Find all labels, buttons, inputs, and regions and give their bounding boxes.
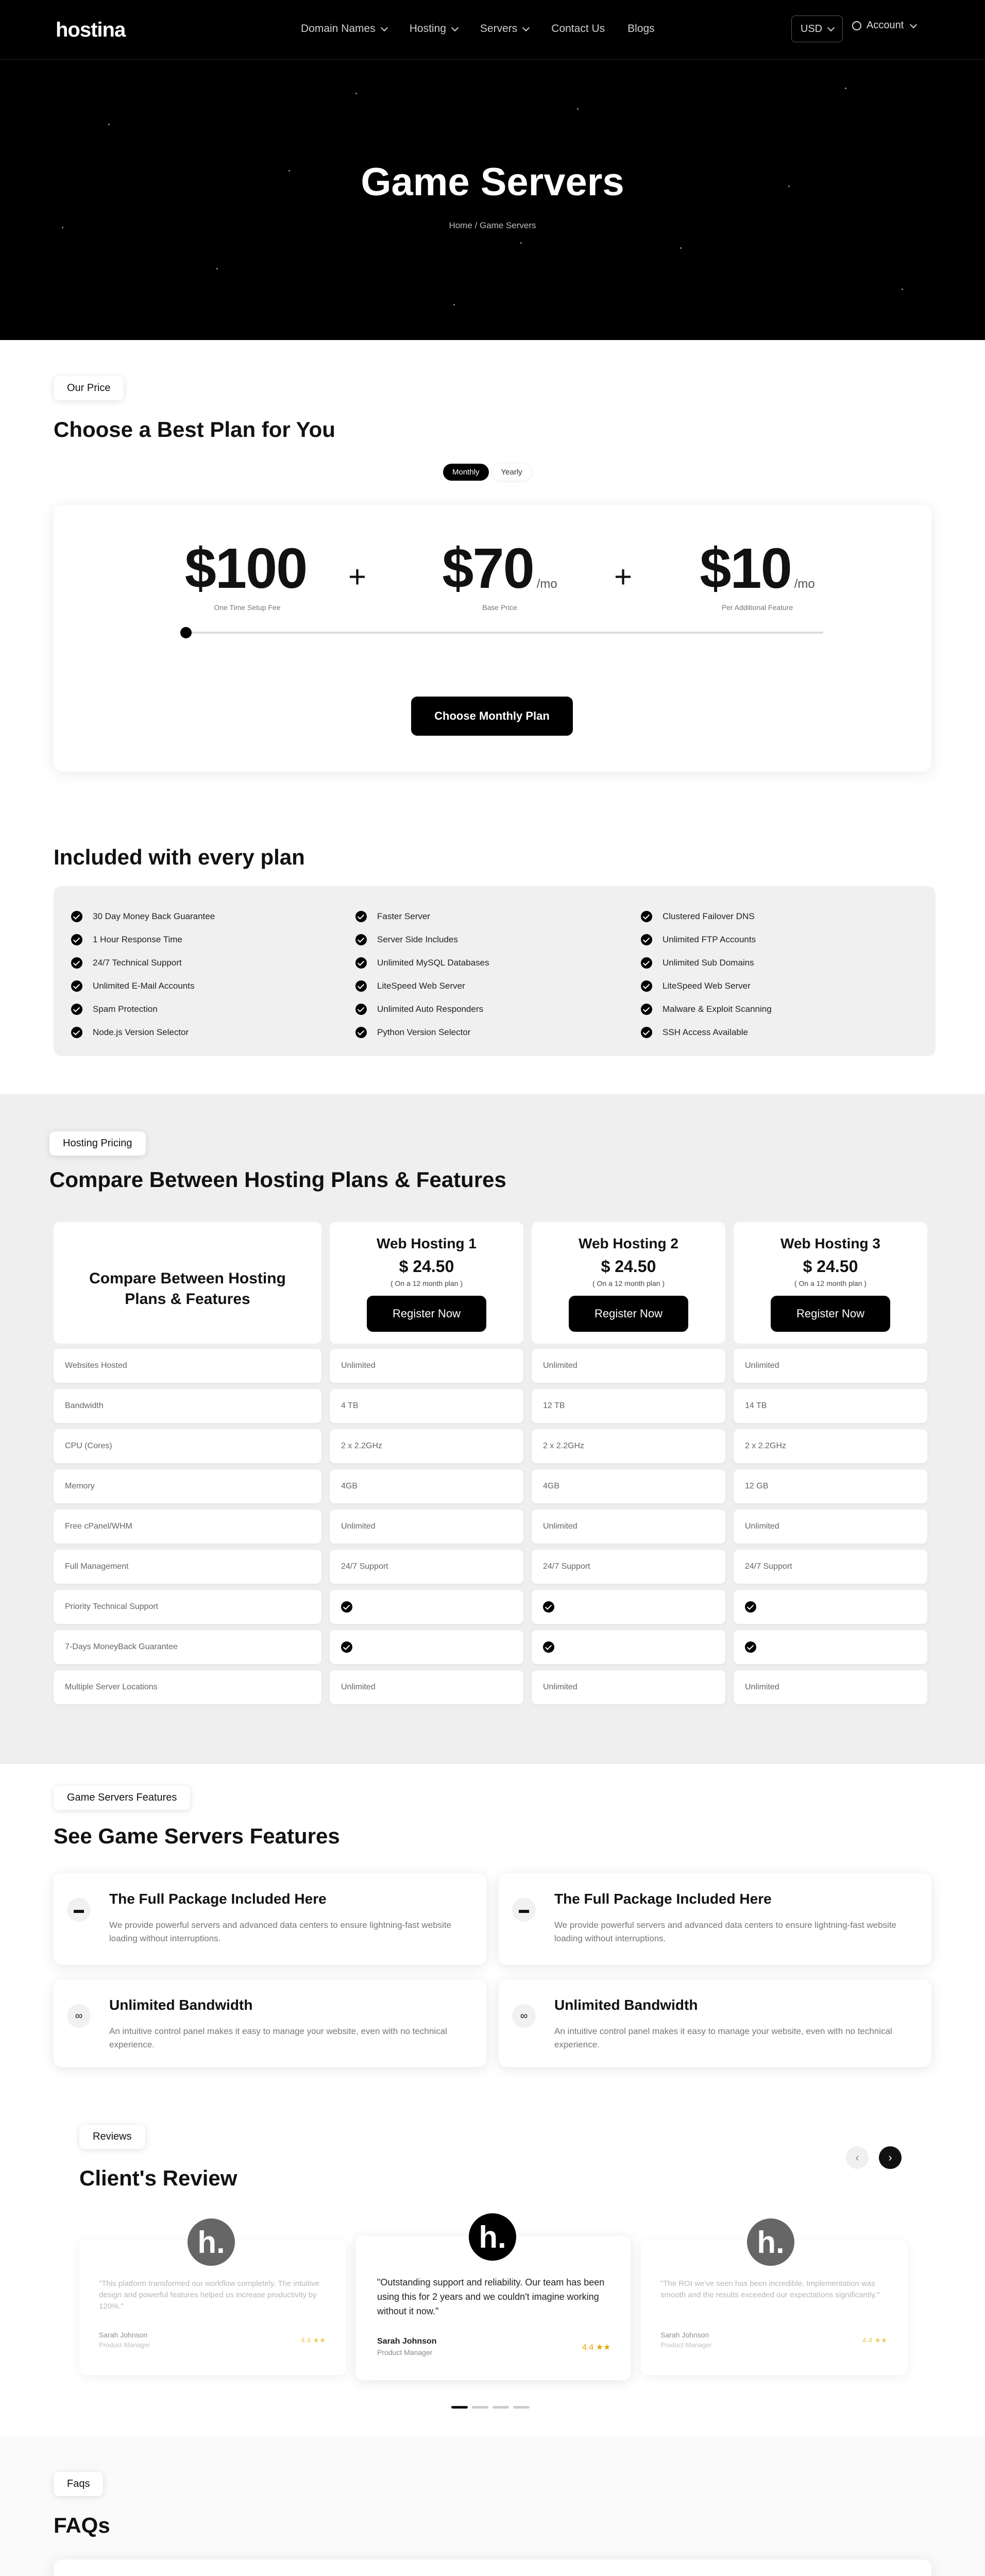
value-cell: Unlimited [532,1349,725,1383]
check-icon [71,980,82,992]
price-feature [665,536,850,612]
value-cell: 14 TB [734,1389,927,1423]
plus-sign: + [348,560,367,594]
logo[interactable]: hostina [56,19,126,41]
feature-label-cell: Memory [54,1469,321,1503]
faq-item[interactable] [54,2560,931,2576]
value-cell: 24/7 Support [330,1550,523,1584]
feature-label-cell: Priority Technical Support [54,1590,321,1624]
check-icon [355,957,367,969]
feature-title: Unlimited Bandwidth [109,1997,253,2013]
section-pill: Our Price [54,376,124,400]
star-icon: ★★ [874,2336,888,2344]
item-label: Python Version Selector [377,1027,471,1037]
register-now-button[interactable]: Register Now [569,1296,688,1332]
toggle-monthly[interactable]: Monthly [443,464,489,481]
feature-label-cell: Full Management [54,1550,321,1584]
check-icon [341,1601,352,1613]
plan-price: $ 24.50 [803,1257,858,1276]
prev-arrow-icon[interactable]: ‹ [846,2146,869,2169]
compare-heading: Compare Between Hosting Plans & Features [49,1167,506,1192]
item-label: LiteSpeed Web Server [663,980,751,991]
check-cell [734,1590,927,1624]
feature-slider-handle[interactable] [180,627,192,638]
feature-card [54,1873,486,1965]
feature-card [499,1873,931,1965]
check-icon [71,1027,82,1038]
check-icon [543,1601,554,1613]
value-cell: 2 x 2.2GHz [734,1429,927,1463]
star-icon: ★★ [596,2343,611,2352]
carousel-dot[interactable] [513,2406,530,2409]
feature-desc: We provide powerful servers and advanced data centers to ensure lightning-fast website loading without interruptions. [109,1920,452,1943]
hero-section [0,0,985,340]
list-item [641,905,772,928]
value-cell: 12 GB [734,1469,927,1503]
price-setup [155,536,340,612]
value-cell: Unlimited [330,1670,523,1704]
avatar: h. [747,2218,794,2266]
carousel-dot[interactable] [492,2406,509,2409]
avatar: h. [469,2213,516,2261]
list-item [641,1021,772,1044]
account-label: Account [867,20,904,31]
feature-desc: We provide powerful servers and advanced data centers to ensure lightning-fast website loading without interruptions. [554,1920,897,1943]
list-item [71,905,215,928]
reviewer-name: Sarah Johnson [660,2331,709,2339]
check-icon [341,1641,352,1653]
faq-section [0,2437,985,2576]
feature-card [499,1979,931,2067]
features-heading: See Game Servers Features [54,1824,340,1848]
rating [862,2336,887,2345]
star-icon: ★★ [313,2336,326,2344]
check-icon [543,1641,554,1653]
reviewer-role: Product Manager [660,2341,712,2349]
account-menu[interactable] [852,20,916,31]
register-now-button[interactable]: Register Now [367,1296,486,1332]
item-label: Unlimited FTP Accounts [663,934,756,944]
menu-domain-names[interactable] [301,23,387,35]
register-now-button[interactable]: Register Now [771,1296,890,1332]
feature-title: The Full Package Included Here [109,1891,327,1907]
section-pill: Reviews [79,2125,145,2149]
list-item [641,951,772,974]
plan-name: Web Hosting 2 [579,1235,678,1251]
choose-plan-button[interactable]: Choose Monthly Plan [411,697,573,736]
item-label: Unlimited Auto Responders [377,1004,484,1014]
carousel-dot[interactable] [472,2406,488,2409]
menu-label: Contact Us [551,23,605,35]
value-cell: 4GB [532,1469,725,1503]
item-label: SSH Access Available [663,1027,748,1037]
list-item [641,974,772,997]
price-caption: Per Additional Feature [721,603,793,612]
list-item [71,974,215,997]
feature-title: Unlimited Bandwidth [554,1997,698,2013]
check-cell [330,1590,523,1624]
carousel-dot-active[interactable] [451,2406,468,2409]
plan-header [734,1222,927,1344]
reviews-heading: Client's Review [79,2166,237,2190]
toggle-yearly[interactable]: Yearly [492,464,532,481]
check-icon [745,1641,756,1653]
feature-slider-track[interactable] [184,632,823,634]
check-icon [641,957,652,969]
item-label: Malware & Exploit Scanning [663,1004,772,1014]
item-label: Unlimited MySQL Databases [377,957,489,968]
list-item [355,951,489,974]
reviewer-name: Sarah Johnson [377,2337,437,2346]
plan-term: ( On a 12 month plan ) [794,1279,867,1287]
plus-sign: + [614,560,633,594]
feature-label-cell: Bandwidth [54,1389,321,1423]
compare-corner-title: Compare Between Hosting Plans & Features [89,1270,286,1308]
section-pill: Faqs [54,2472,103,2496]
value-cell: Unlimited [532,1510,725,1544]
value-cell: 4GB [330,1469,523,1503]
price-caption: Base Price [482,603,517,612]
feature-desc: An intuitive control panel makes it easy to manage your website, even with no technical experience. [554,2026,892,2049]
feature-label-cell: Websites Hosted [54,1349,321,1383]
price-caption: One Time Setup Fee [214,603,281,612]
check-cell [330,1630,523,1664]
menu-blogs[interactable] [627,23,655,35]
check-icon [641,1027,652,1038]
section-pill: Game Servers Features [54,1786,190,1810]
list-item [355,974,489,997]
infinity-icon: ∞ [512,2004,536,2028]
value-cell: Unlimited [330,1510,523,1544]
rating [301,2336,326,2345]
check-icon [71,1004,82,1015]
check-icon [355,934,367,945]
item-label: Unlimited Sub Domains [663,957,754,968]
item-label: LiteSpeed Web Server [377,980,465,991]
plan-header [330,1222,523,1344]
value-cell: 12 TB [532,1389,725,1423]
list-item [355,905,489,928]
check-icon [355,980,367,992]
menu-label: Hosting [409,23,446,35]
compare-corner [54,1222,321,1344]
item-label: 1 Hour Response Time [93,934,182,944]
check-icon [745,1601,756,1613]
reviewer-role: Product Manager [99,2341,150,2349]
plan-price: $ 24.50 [601,1257,656,1276]
check-icon [355,1027,367,1038]
menu-label: Servers [480,23,518,35]
check-icon [641,1004,652,1015]
menu-hosting[interactable] [410,23,457,35]
check-icon [641,934,652,945]
chevron-down-icon [522,24,530,31]
user-icon [852,21,861,30]
billing-toggle [443,464,532,481]
main-menu [301,23,655,35]
value-cell: 24/7 Support [734,1550,927,1584]
included-panel [54,886,936,1056]
plan-name: Web Hosting 3 [780,1235,880,1251]
rating-value: 4.4 [301,2336,311,2344]
included-column [71,905,215,1044]
plan-term: ( On a 12 month plan ) [592,1279,665,1287]
list-item [71,997,215,1021]
chevron-down-icon [451,24,458,31]
list-item [355,1021,489,1044]
value-cell: 24/7 Support [532,1550,725,1584]
feature-label-cell: Multiple Server Locations [54,1670,321,1704]
feature-desc: An intuitive control panel makes it easy to manage your website, even with no technical experience. [109,2026,447,2049]
price-amount: $10 [700,537,791,600]
value-cell: Unlimited [532,1670,725,1704]
check-icon [355,1004,367,1015]
value-cell: Unlimited [734,1510,927,1544]
value-cell: Unlimited [330,1349,523,1383]
item-label: Unlimited E-Mail Accounts [93,980,195,991]
included-column [355,905,489,1044]
plan-name: Web Hosting 1 [377,1235,477,1251]
price-amount: $100 [184,537,307,600]
carousel-dots [451,2406,530,2409]
chevron-down-icon [910,21,917,28]
feature-title: The Full Package Included Here [554,1891,772,1907]
faq-heading: FAQs [54,2513,110,2537]
currency-select[interactable] [791,15,843,42]
check-icon [71,911,82,922]
price-base [407,536,592,612]
check-icon [71,957,82,969]
section-pill: Hosting Pricing [49,1131,146,1156]
chevron-down-icon [381,24,388,31]
price-amount: $70 [442,537,534,600]
list-item [71,951,215,974]
price-suffix: /mo [794,577,815,591]
breadcrumb: Home / Game Servers [449,221,536,230]
item-label: 30 Day Money Back Guarantee [93,911,215,921]
menu-label: Blogs [627,23,655,35]
menu-servers[interactable] [480,23,529,35]
item-label: Node.js Version Selector [93,1027,189,1037]
check-icon [641,911,652,922]
list-item [71,1021,215,1044]
package-icon: ▬ [512,1898,536,1922]
check-icon [641,980,652,992]
reviewer-name: Sarah Johnson [99,2331,148,2339]
feature-label-cell: 7-Days MoneyBack Guarantee [54,1630,321,1664]
review-quote: "This platform transformed our workflow completely. The intuitive design and powerful features helped us increase productivity by 120%." [99,2279,320,2311]
avatar: h. [188,2218,235,2266]
menu-label: Domain Names [301,23,376,35]
check-cell [532,1630,725,1664]
currency-label: USD [800,23,823,35]
package-icon: ▬ [67,1898,91,1922]
reviewer-role: Product Manager [377,2348,433,2357]
pricing-heading: Choose a Best Plan for You [54,417,335,442]
price-suffix: /mo [536,577,557,591]
item-label: 24/7 Technical Support [93,957,182,968]
check-cell [532,1590,725,1624]
chevron-down-icon [827,24,835,31]
included-heading: Included with every plan [54,845,305,869]
menu-contact-us[interactable] [551,23,605,35]
value-cell: Unlimited [734,1349,927,1383]
review-quote: "Outstanding support and reliability. Our team has been using this for 2 years and we couldn't imagine working without it now." [377,2277,605,2316]
value-cell: 2 x 2.2GHz [330,1429,523,1463]
plan-price: $ 24.50 [399,1257,454,1276]
list-item [71,928,215,951]
check-icon [71,934,82,945]
feature-card [54,1979,486,2067]
item-label: Faster Server [377,911,430,921]
list-item [355,928,489,951]
top-nav [0,0,985,60]
next-arrow-icon[interactable]: › [879,2146,902,2169]
list-item [355,997,489,1021]
rating-value: 4.4 [862,2336,873,2344]
plan-header [532,1222,725,1344]
check-cell [734,1630,927,1664]
plan-term: ( On a 12 month plan ) [390,1279,463,1287]
value-cell: 4 TB [330,1389,523,1423]
rating-value: 4.4 [582,2343,594,2352]
rating [582,2342,610,2352]
page-title: Game Servers [361,160,624,204]
feature-label-cell: Free cPanel/WHM [54,1510,321,1544]
value-cell: 2 x 2.2GHz [532,1429,725,1463]
item-label: Spam Protection [93,1004,158,1014]
item-label: Server Side Includes [377,934,458,944]
value-cell: Unlimited [734,1670,927,1704]
list-item [641,997,772,1021]
infinity-icon: ∞ [67,2004,91,2028]
check-icon [355,911,367,922]
included-column [641,905,772,1044]
feature-label-cell: CPU (Cores) [54,1429,321,1463]
item-label: Clustered Failover DNS [663,911,755,921]
list-item [641,928,772,951]
review-quote: "The ROI we've seen has been incredible. Implementation was smooth and the results exceeded our expectations significantly." [660,2279,880,2299]
